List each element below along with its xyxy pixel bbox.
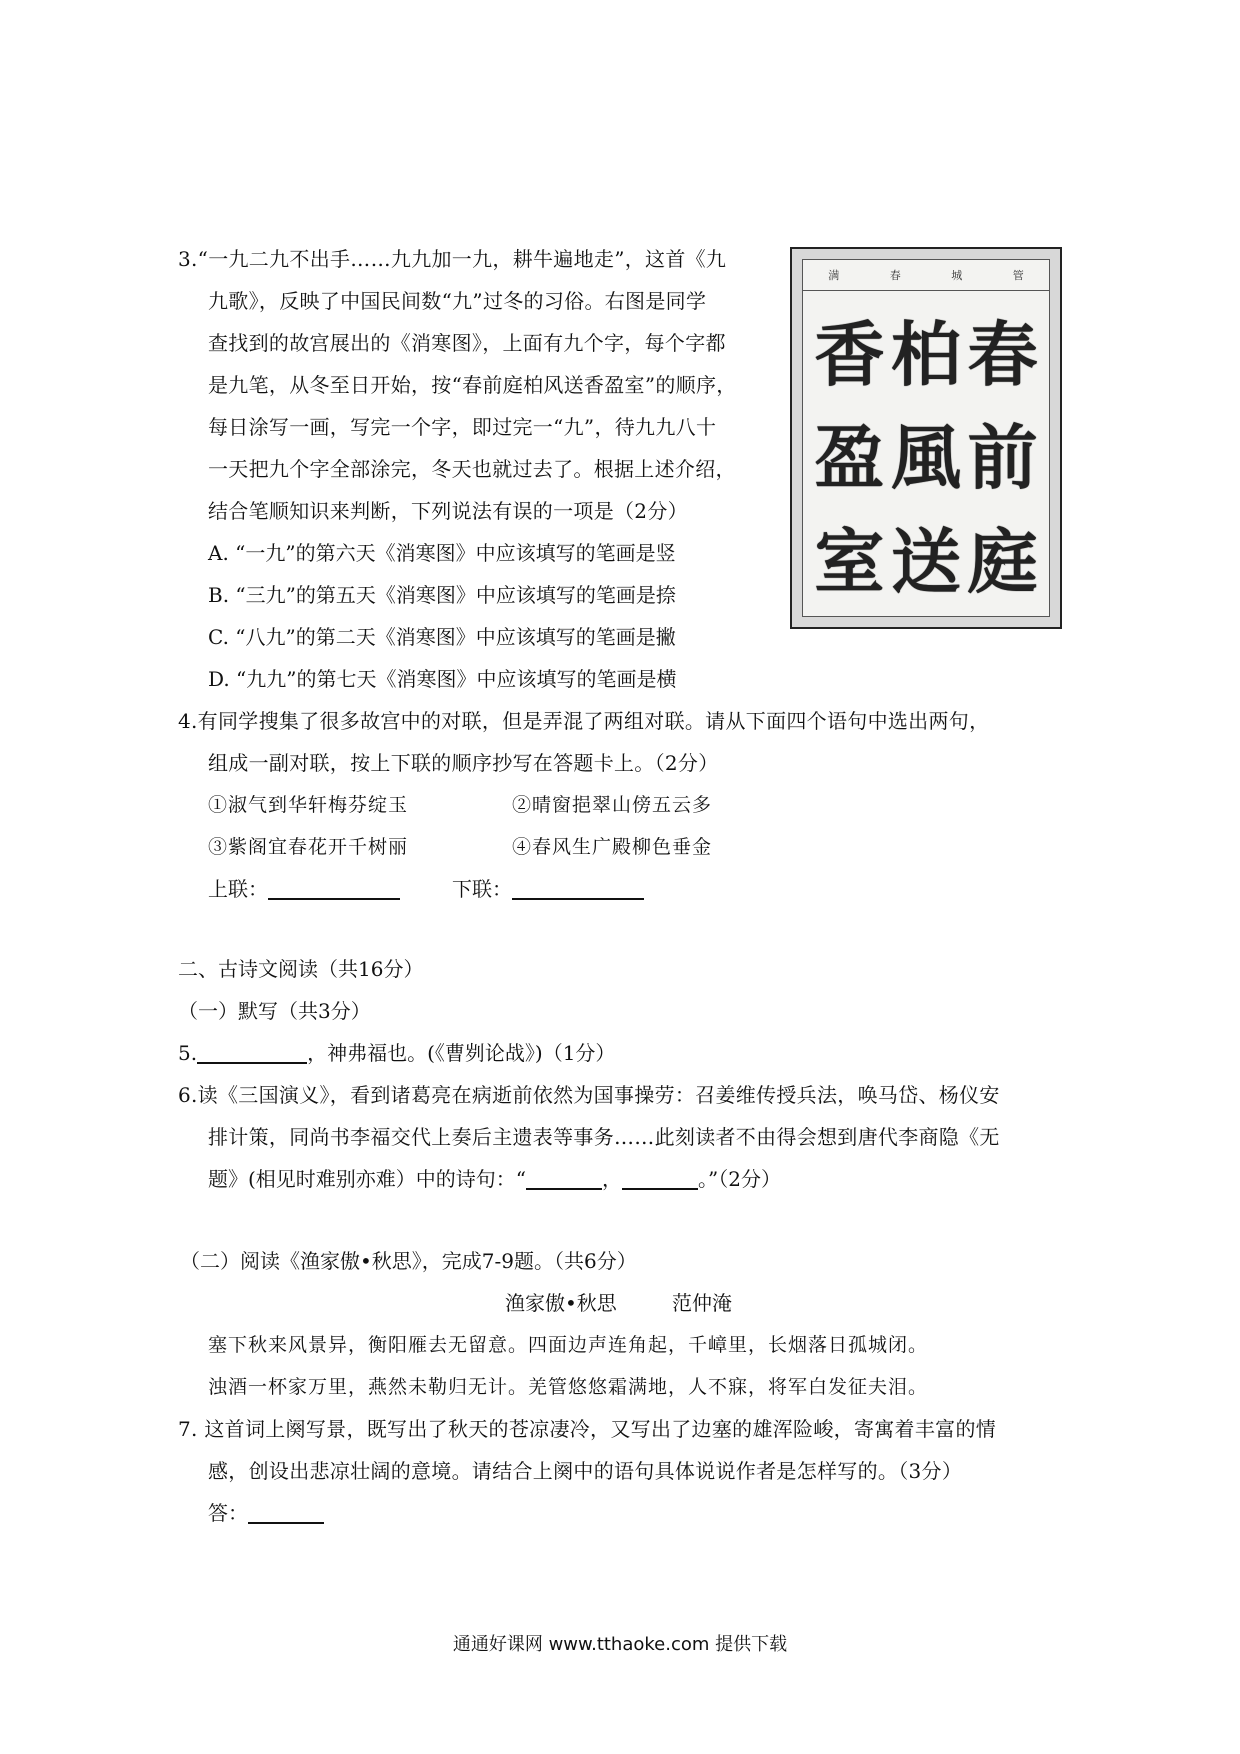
q6-blank-2[interactable] — [622, 1166, 698, 1190]
section-2-part-1-title: （一）默写（共3分） — [178, 999, 371, 1023]
q6-line-2: 排计策，同尚书李福交代上奏后主遗表等事务……此刻读者不由得会想到唐代李商隐《无 — [208, 1125, 1000, 1149]
upper-couplet-row — [208, 875, 400, 903]
q4-line-1: 4.有同学搜集了很多故宫中的对联，但是弄混了两组对联。请从下面四个语句中选出两句， — [178, 709, 990, 733]
q7-line-1: 7. 这首词上阕写景，既写出了秋天的苍凉凄冷，又写出了边塞的雄浑险峻，寄寓着丰富的情 — [178, 1417, 997, 1441]
q3-line-5: 每日涂写一画，写完一个字，即过完一“九”，待九九八十 — [208, 415, 717, 439]
q4-option-1: ①淑气到华轩梅芬绽玉 — [208, 794, 409, 816]
q7-line-2: 感，创设出悲凉壮阔的意境。请结合上阕中的语句具体说说作者是怎样写的。（3分） — [208, 1459, 963, 1483]
figure-char: 春 — [967, 313, 1038, 397]
q3-option-b: B. “三九”的第五天《消寒图》中应该填写的笔画是捺 — [208, 583, 676, 607]
q3-option-d: D. “九九”的第七天《消寒图》中应该填写的笔画是横 — [208, 667, 677, 691]
q5-blank[interactable] — [197, 1040, 307, 1064]
q4-option-2: ②晴窗挹翠山傍五云多 — [512, 794, 713, 816]
q3-line-2: 九歌》，反映了中国民间数“九”过冬的习俗。右图是同学 — [208, 289, 707, 313]
figure-char: 風 — [890, 416, 961, 500]
figure-char: 庭 — [967, 519, 1038, 603]
answer-blank[interactable] — [248, 1500, 324, 1524]
figure-header-char: 管 — [1012, 269, 1024, 282]
figure-char: 柏 — [890, 313, 961, 397]
poem-line-2: 浊酒一杯家万里，燕然未勒归无计。羌管悠悠霜满地，人不寐，将军白发征夫泪。 — [208, 1376, 929, 1398]
figure-char: 盈 — [814, 416, 885, 500]
footer-source: 通通好课网 www.tthaoke.com 提供下载 — [452, 1634, 788, 1655]
figure-char: 前 — [967, 416, 1038, 500]
q5-row — [178, 1039, 615, 1067]
lower-couplet-label: 下联： — [452, 877, 512, 901]
q3-line-3: 查找到的故宫展出的《消寒图》，上面有九个字，每个字都 — [208, 331, 726, 355]
q6-line-3-text: 题》(相见时难别亦难）中的诗句：“ — [208, 1167, 527, 1191]
lower-couplet-blank[interactable] — [512, 876, 644, 900]
q6-blank-1[interactable] — [526, 1166, 602, 1190]
figure-char: 香 — [814, 313, 885, 397]
lower-couplet-row — [452, 875, 644, 903]
figure-char: 送 — [890, 519, 961, 603]
poem-title: 渔家傲•秋思 — [505, 1291, 617, 1315]
q6-line-1: 6.读《三国演义》，看到诸葛亮在病逝前依然为国事操劳：召姜维传授兵法，唤马岱、杨仪安 — [178, 1083, 1000, 1107]
figure-header-char: 城 — [951, 269, 963, 282]
xiaohan-figure — [790, 247, 1062, 629]
figure-char: 室 — [814, 519, 885, 603]
q6-separator: ， — [602, 1167, 623, 1191]
figure-header — [803, 260, 1049, 291]
section-2-title: 二、古诗文阅读（共16分） — [178, 957, 424, 981]
q5-number: 5. — [178, 1041, 198, 1065]
figure-char-grid — [811, 298, 1041, 608]
q4-line-2: 组成一副对联，按上下联的顺序抄写在答题卡上。（2分） — [208, 751, 719, 775]
q3-line-4: 是九笔，从冬至日开始，按“春前庭柏风送香盈室”的顺序， — [208, 373, 737, 397]
q3-line-1: 3.“一九二九不出手……九九加一九，耕牛遍地走”，这首《九 — [178, 247, 727, 271]
q4-option-3: ③紫阁宜春花开千树丽 — [208, 836, 409, 858]
q3-option-a: A. “一九”的第六天《消寒图》中应该填写的笔画是竖 — [208, 541, 676, 565]
figure-header-char: 春 — [889, 269, 901, 282]
poem-line-1: 塞下秋来风景异，衡阳雁去无留意。四面边声连角起，千嶂里，长烟落日孤城闭。 — [208, 1334, 929, 1356]
answer-label: 答： — [208, 1501, 248, 1525]
q4-option-4: ④春风生广殿柳色垂金 — [512, 836, 713, 858]
figure-frame — [802, 259, 1050, 617]
upper-couplet-blank[interactable] — [268, 876, 400, 900]
q6-line-3 — [208, 1165, 781, 1193]
figure-header-char: 满 — [828, 269, 840, 282]
q3-line-7: 结合笔顺知识来判断，下列说法有误的一项是（2分） — [208, 499, 688, 523]
poem-author: 范仲淹 — [672, 1291, 732, 1315]
answer-row — [208, 1499, 324, 1527]
q5-text: ，神弗福也。(《曹刿论战》)（1分） — [307, 1041, 616, 1065]
q6-line-3-end: 。”（2分） — [698, 1167, 781, 1191]
q3-line-6: 一天把九个字全部涂完，冬天也就过去了。根据上述介绍， — [208, 457, 736, 481]
q3-option-c: C. “八九”的第二天《消寒图》中应该填写的笔画是撇 — [208, 625, 676, 649]
upper-couplet-label: 上联： — [208, 877, 268, 901]
section-2-part-2-title: （二）阅读《渔家傲•秋思》，完成7-9题。（共6分） — [180, 1249, 637, 1273]
